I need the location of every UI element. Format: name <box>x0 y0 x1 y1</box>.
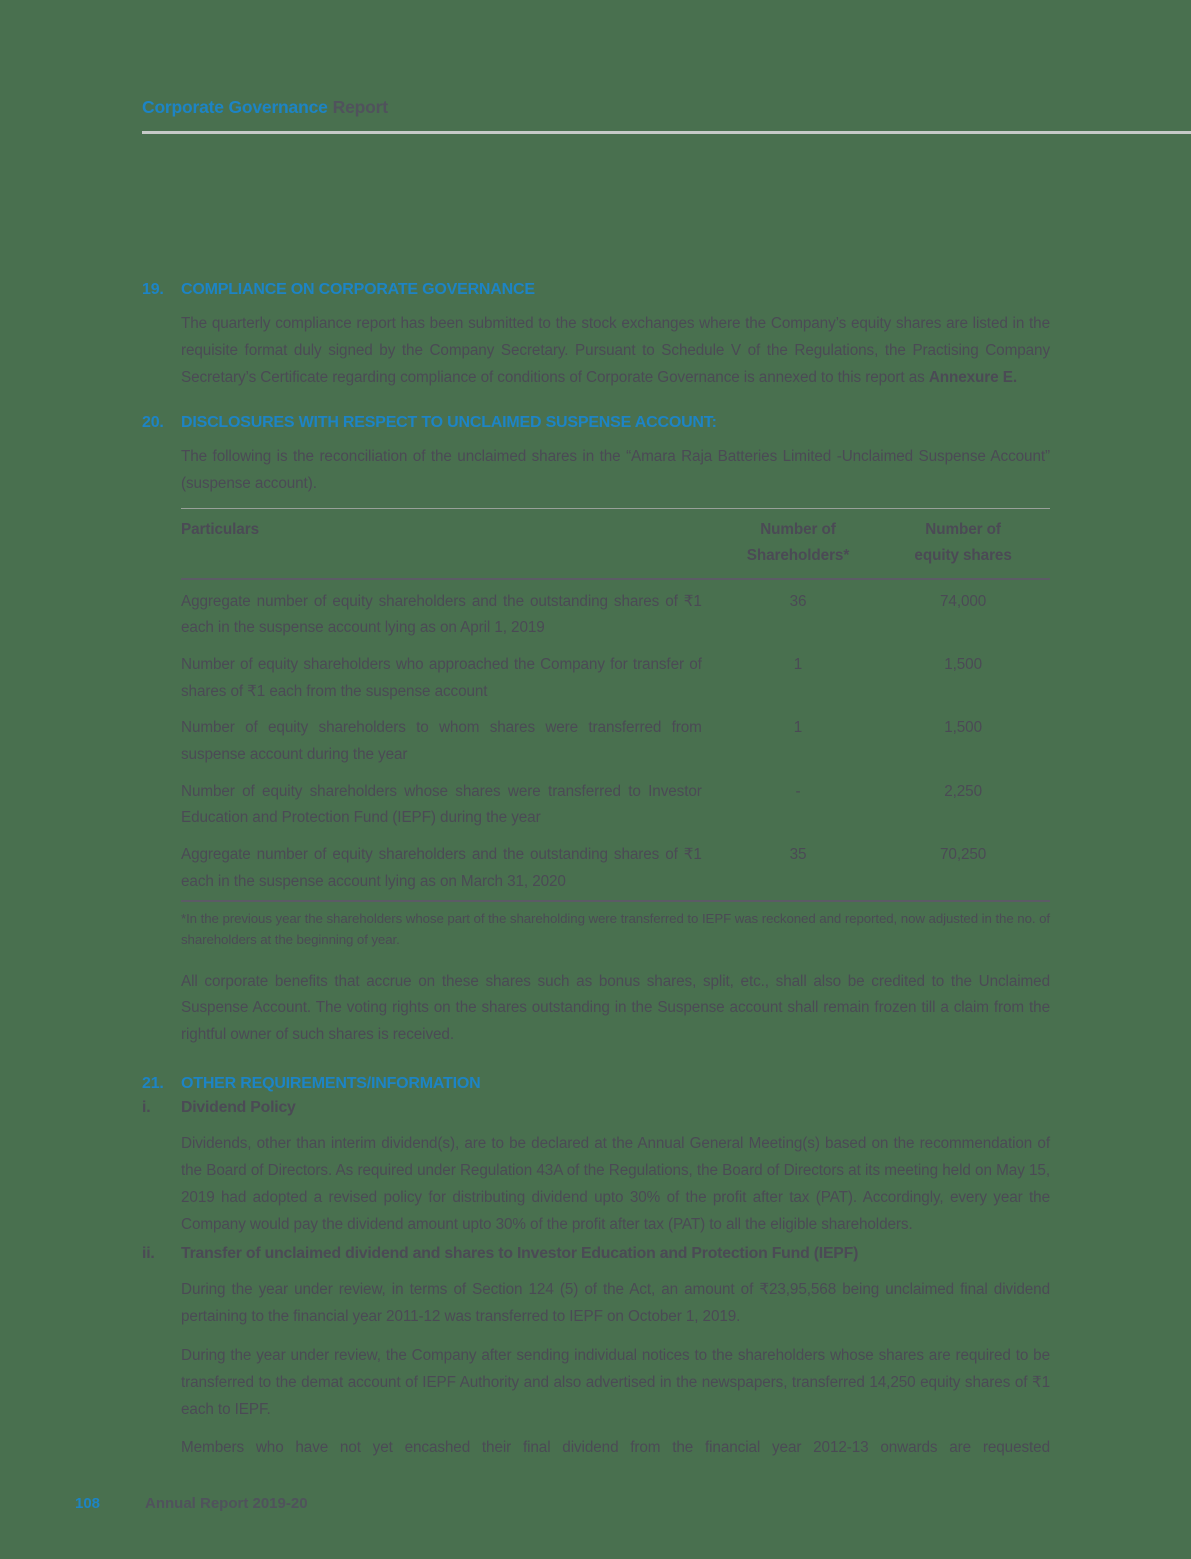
table-row <box>181 773 1050 836</box>
section-20-heading <box>142 414 1050 432</box>
suspense-account-table <box>181 508 1050 902</box>
page-content <box>142 281 1050 1462</box>
row-particulars: Number of equity shareholders to whom shares were transferred from suspense account during the year <box>181 719 702 764</box>
page-title-primary: Corporate Governance <box>142 97 328 117</box>
iepf-paragraph-3: Members who have not yet encashed their final dividend from the financial year 2012-13 onwards are requested <box>181 1439 1050 1457</box>
column-header-shareholders-line2: Shareholders* <box>746 546 850 564</box>
subsection-ii-label: ii. <box>142 1244 155 1262</box>
row-particulars: Aggregate number of equity shareholders and the outstanding shares of ₹1 each in the suspense account lying as on March 31, 2020 <box>181 846 702 890</box>
column-header-equity-shares <box>876 508 1050 579</box>
section-20-intro: The following is the reconciliation of the unclaimed shares in the “Amara Raja Batteries Limited -Unclaimed Suspense Account” (suspense account). <box>181 447 1050 492</box>
row-shareholders: 1 <box>793 719 803 737</box>
subsection-i-label: i. <box>142 1099 151 1117</box>
row-particulars: Aggregate number of equity shareholders and the outstanding shares of ₹1 each in the suspense account lying as on April 1, 2019 <box>181 592 702 637</box>
section-19-number: 19. <box>142 281 164 298</box>
iepf-paragraph-2: During the year under review, the Company after sending individual notices to the shareholders whose shares are required to be transferred to the demat account of IEPF Authority and also advertised in the newspapers, transferred 14,250 equity shares of ₹1 each to IEPF. <box>181 1346 1050 1418</box>
table-row <box>181 709 1050 772</box>
column-header-equity-shares-line2: equity shares <box>914 546 1012 564</box>
section-19-heading <box>142 281 1050 299</box>
iepf-paragraph-1: During the year under review, in terms of Section 124 (5) of the Act, an amount of ₹23,95,568 being unclaimed final dividend pertaining to the financial year 2011-12 was transferred to IEPF on October 1, 2019. <box>181 1280 1050 1325</box>
column-header-particulars: Particulars <box>181 508 720 579</box>
section-20-number: 20. <box>142 413 164 431</box>
column-header-shareholders <box>720 508 876 579</box>
section-19-text: The quarterly compliance report has been submitted to the stock exchanges where the Company’s equity shares are listed in the requisite format duly signed by the Company Secretary. Pursuant to Schedule V of the Regulations, the Practising Company Secretary’s Certificate regarding compliance of conditions of Corporate Governance is annexed to this report as <box>181 315 1050 386</box>
column-header-equity-shares-line1: Number of <box>925 520 1001 538</box>
section-21-number: 21. <box>142 1075 164 1093</box>
dividend-policy-paragraph: Dividends, other than interim dividend(s), are to be declared at the Annual General Meeting(s) based on the recommendation of the Board of Directors. As required under Regulation 43A of the Regulations, the Board of Directors at its meeting held on May 15, 2019 had adopted a revised policy for distributing dividend upto 30% of the profit after tax (PAT). Accordingly, every year the Company would pay the dividend amount upto 30% of the profit after tax (PAT) to all the eligible shareholders. <box>181 1135 1050 1233</box>
table-row <box>181 579 1050 646</box>
table-row <box>181 836 1050 900</box>
row-particulars: Number of equity shareholders who approached the Company for transfer of shares of ₹1 each from the suspense account <box>181 655 702 700</box>
header-divider <box>142 131 1191 134</box>
row-shareholders: - <box>795 782 801 800</box>
subsection-ii-heading <box>142 1245 1050 1263</box>
table-header-row <box>181 508 1050 579</box>
page-title <box>142 97 1191 118</box>
footer-label: Annual Report 2019-20 <box>145 1495 308 1512</box>
section-19-title: COMPLIANCE ON CORPORATE GOVERNANCE <box>181 281 535 298</box>
section-21-title: OTHER REQUIREMENTS/INFORMATION <box>181 1075 481 1093</box>
column-header-shareholders-line1: Number of <box>760 520 836 538</box>
subsection-i-title: Dividend Policy <box>181 1099 296 1117</box>
section-21-heading <box>142 1075 1050 1093</box>
page-header <box>142 97 1191 134</box>
row-equity-shares: 1,500 <box>944 719 982 737</box>
row-particulars: Number of equity shareholders whose shares were transferred to Investor Education and Protection Fund (IEPF) during the year <box>181 782 702 827</box>
annexure-reference: Annexure E. <box>928 368 1017 386</box>
page-title-secondary: Report <box>332 97 388 117</box>
row-shareholders: 1 <box>793 655 803 673</box>
row-equity-shares: 70,250 <box>940 846 987 864</box>
page-number: 108 <box>75 1495 101 1512</box>
row-shareholders: 35 <box>789 846 807 864</box>
row-shareholders: 36 <box>789 592 807 610</box>
row-equity-shares: 1,500 <box>944 655 982 673</box>
section-20-title: DISCLOSURES WITH RESPECT TO UNCLAIMED SUSPENSE ACCOUNT: <box>181 413 717 431</box>
table-row <box>181 646 1050 709</box>
subsection-i-heading <box>142 1099 1050 1117</box>
table-footnote: *In the previous year the shareholders whose part of the shareholding were transferred to IEPF was reckoned and reported, now adjusted in the no. of shareholders at the beginning of year. <box>181 910 1050 948</box>
row-equity-shares: 2,250 <box>944 782 982 800</box>
section-19-paragraph <box>181 311 1050 392</box>
subsection-ii-title: Transfer of unclaimed dividend and shares to Investor Education and Protection Fund (IEPF) <box>181 1244 859 1262</box>
section-20-closing-paragraph: All corporate benefits that accrue on these shares such as bonus shares, split, etc., shall also be credited to the Unclaimed Suspense Account. The voting rights on the shares outstanding in the Suspense account shall remain frozen till a claim from the rightful owner of such shares is received. <box>181 972 1050 1044</box>
row-equity-shares: 74,000 <box>940 592 987 610</box>
